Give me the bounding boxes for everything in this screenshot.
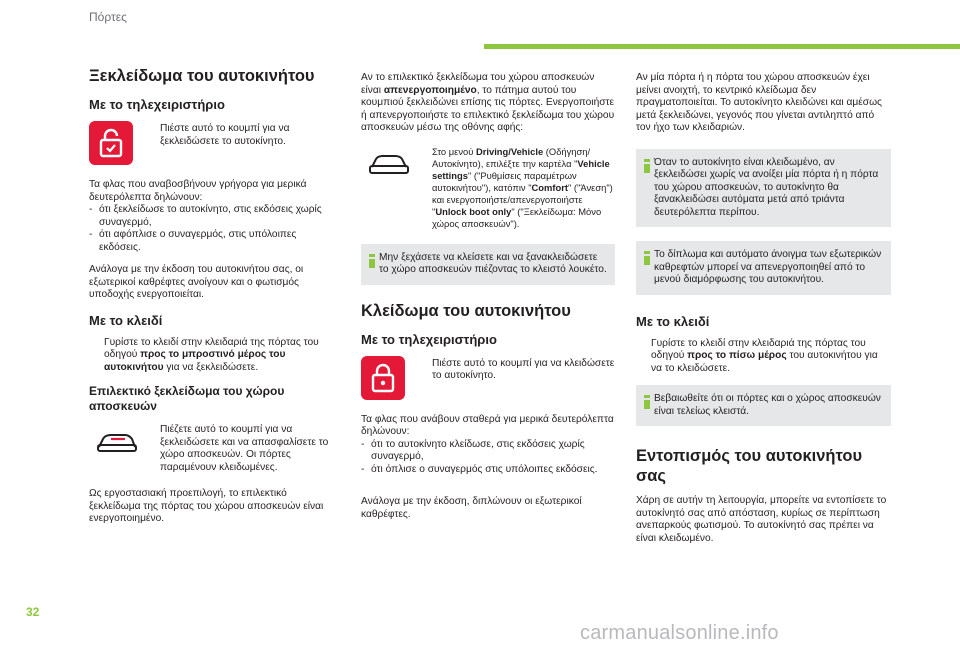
unlock-padlock-icon [89,121,133,165]
touchscreen-menu-row [361,144,615,230]
unlock-title: Ξεκλείδωμα του αυτοκινήτου [89,67,315,85]
unlock-remote-row [89,121,336,165]
touchscreen-menu-path: Στο μενού Driving/Vehicle (Οδήγηση/ Αυτοκίνητο), επιλέξτε την καρτέλα "Vehicle settings" ("Ρυθμίσεις παραμέτρων αυτοκινήτου"), κατόπιν "Comfort" ("Άνεση") και ενεργοποιήστε/απενεργοποιήστε "Unlock boot only" ("Ξεκλείδωμα: Μόνο χώρος αποσκευών"). [432,145,613,229]
lock-lights-intro: Τα φλας που ανάβουν σταθερά για μερικά δευτερόλεπτα δηλώνουν: [361,413,614,437]
info-icon [640,157,654,220]
cargo-factory-note: Ως εργοστασιακή προεπιλογή, το επιλεκτικό ξεκλείδωμα της πόρτας του χώρου αποσκευών είναι ενεργοποιημένο. [89,488,324,524]
lock-padlock-icon [361,356,405,400]
unlock-mirrors-note: Ανάλογα με την έκδοση του αυτοκινήτου σας, οι εξωτερικοί καθρέφτες ανοίγουν και ο φωτισμός υποδοχής ενεργοποιείται. [89,264,304,300]
lock-remote-row [361,356,615,400]
column-3 [636,72,891,554]
info-text: Βεβαιωθείτε ότι οι πόρτες και ο χώρος αποσκευών είναι τελείως κλειστά. [654,393,881,417]
list-item: - ότι ξεκλείδωσε το αυτοκίνητο, στις εκδόσεις χωρίς συναγερμό, [89,204,322,228]
watermark: carmanualsonline.info [580,622,779,644]
info-text: Μην ξεχάσετε να κλείσετε και να ξανακλειδώσετε το χώρο αποσκευών πιέζοντας το κλειστό λουκέτο. [379,251,607,275]
lock-lights-list [361,439,615,477]
list-item: - ότι το αυτοκίνητο κλείδωσε, στις εκδόσεις χωρίς συναγερμό, [361,438,585,462]
lock-key-heading: Με το κλειδί [636,313,710,329]
column-1 [89,66,336,535]
lock-key-instruction: Γυρίστε το κλειδί στην κλειδαριά της πόρτας του οδηγού προς το πίσω μέρος του αυτοκινήτου για να το κλειδώσετε. [636,338,891,376]
lock-title: Κλείδωμα του αυτοκινήτου [361,301,571,320]
bullet-icon [417,146,432,230]
section-accent-bar [484,44,960,49]
list-item: - ότι αφόπλισε ο συναγερμός, στις υπόλοιπες εκδόσεις. [89,229,297,253]
page-number: 32 [26,605,40,619]
lock-mirrors-note: Ανάλογα με την έκδοση, διπλώνουν οι εξωτερικοί καθρέφτες. [361,496,582,520]
car-boot-icon [89,422,145,462]
unlock-key-heading: Με το κλειδί [89,312,163,328]
info-icon [640,249,654,287]
info-icon [365,252,379,277]
info-icon [640,393,654,418]
info-box-auto-relock [636,149,891,228]
column-2 [361,72,615,530]
bullet-icon [145,424,160,474]
section-tab: Πόρτες [89,10,127,24]
bullet-icon [89,337,104,375]
bullet-icon [636,338,651,376]
info-box-check-closed [636,385,891,426]
unlock-lights-list [89,204,336,254]
car-vehicle-icon [361,144,417,184]
unlock-remote-heading: Με το τηλεχειριστήριο [89,97,225,112]
lock-remote-heading: Με το τηλεχειριστήριο [361,331,497,347]
door-open-note: Αν μία πόρτα ή η πόρτα του χώρου αποσκευών έχει μείνει ανοιχτή, το κεντρικό κλείδωμα δεν πραγματοποιείται. Το αυτοκίνητο κλειδώνει και αμέσως μετά ξεκλειδώνει, γεγονός που γίνεται αντιληπτό από τον ήχο των κλειδαριών. [636,72,882,133]
bullet-icon [417,358,432,383]
info-box-relock-boot [361,244,615,285]
lock-remote-instruction: Πιέστε αυτό το κουμπί για να κλειδώσετε το αυτοκίνητο. [432,357,615,381]
info-box-mirrors [636,241,891,295]
cargo-unlock-row [89,422,336,474]
locate-text: Χάρη σε αυτήν τη λειτουργία, μπορείτε να εντοπίσετε το αυτοκίνητό σας από απόσταση, κυρίως σε περίπτωση ανεπαρκούς φωτισμού. Το αυτοκίνητό σας πρέπει να είναι κλειδωμένο. [636,495,887,544]
unlock-remote-instruction: Πιέστε αυτό το κουμπί για να ξεκλειδώσετε το αυτοκίνητο. [160,123,290,147]
locate-title: Εντοπισμός του αυτοκινήτου σας [636,447,863,485]
cargo-unlock-heading: Επιλεκτικό ξεκλείδωμα του χώρου αποσκευών [89,384,285,413]
info-text: Όταν το αυτοκίνητο είναι κλειδωμένο, αν ξεκλειδώσει χωρίς να ανοίξει μία πόρτα ή η πόρτα του χώρου αποσκευών, το αυτοκίνητο θα ξανακλειδώσει αυτόματα μετά από τριάντα δευτερόλεπτα περίπου. [654,156,879,218]
info-text: Το δίπλωμα και αυτόματο άνοιγμα των εξωτερικών καθρεφτών μπορεί να απενεργοποιηθεί από το μενού διαμόρφωσης του αυτοκινήτου. [654,249,882,285]
cargo-disabled-note: Αν το επιλεκτικό ξεκλείδωμα του χώρου αποσκευών είναι απενεργοποιημένο, το πάτημα αυτού του κουμπιού ξεκλειδώνει επίσης τις πόρτες. Ενεργοποιήστε ή απενεργοποιήστε το επιλεκτικό ξεκλείδωμα του χώρου αποσκευών μέσω της οθόνης αφής: [361,72,615,133]
bullet-icon [145,123,160,148]
cargo-unlock-instruction: Πιέζετε αυτό το κουμπί για να ξεκλειδώσετε και να απασφαλίσετε το χώρο αποσκευών. Οι πόρτες παραμένουν κλειδωμένες. [160,424,329,473]
list-item: - ότι όπλισε ο συναγερμός στις υπόλοιπες εκδόσεις. [361,463,598,475]
unlock-lights-intro: Τα φλας που αναβοσβήνουν γρήγορα για μερικά δευτερόλεπτα δηλώνουν: [89,179,307,203]
unlock-key-instruction: Γυρίστε το κλειδί στην κλειδαριά της πόρτας του οδηγού προς το μπροστινό μέρος του αυτοκινήτου για να ξεκλειδώσετε. [89,337,336,375]
